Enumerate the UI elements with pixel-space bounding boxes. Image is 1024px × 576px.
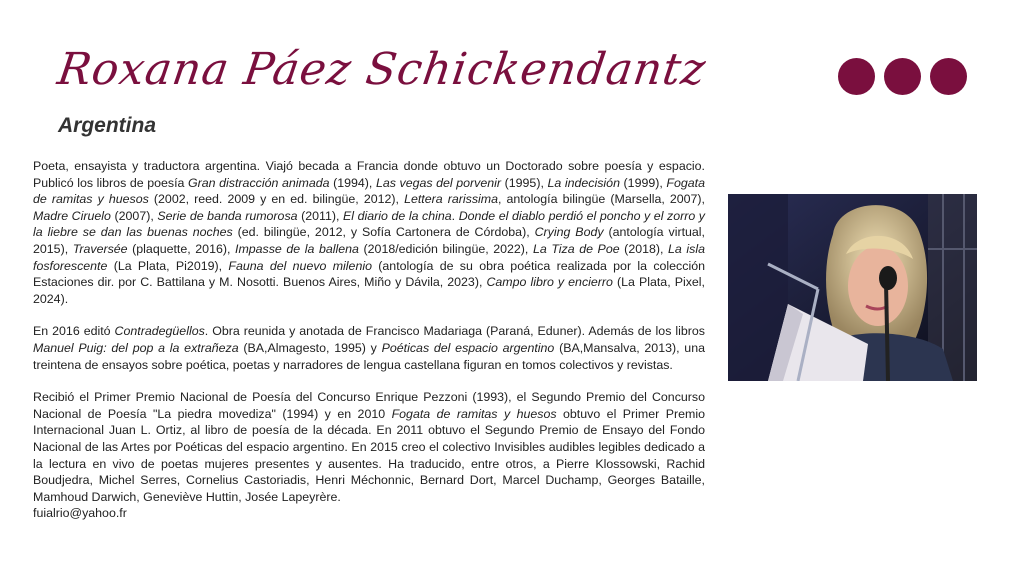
bio-text: (1995), bbox=[501, 175, 548, 190]
dot-icon bbox=[838, 58, 875, 95]
book-title: Manuel Puig: del pop a la extrañeza bbox=[33, 340, 239, 355]
poet-name-title: Roxana Páez Schickendantz bbox=[54, 44, 710, 95]
book-title: Fogata de ramitas y huesos bbox=[33, 175, 705, 207]
bio-paragraph-awards bbox=[33, 389, 705, 505]
book-title: Gran distracción animada bbox=[188, 175, 330, 190]
bio-text: (antología de su obra poética realizada por la colección Estaciones dir. por C. Battilana y M. Nosotti. Buenos Aires, Miño y Dávila, 2023), bbox=[33, 258, 705, 290]
bio-paragraph-works bbox=[33, 158, 705, 307]
book-title: Madre Ciruelo bbox=[33, 208, 111, 223]
book-title: Impasse de la ballena bbox=[235, 241, 359, 256]
book-title: Serie de banda rumorosa bbox=[157, 208, 298, 223]
bio-text: obtuvo el Primer Premio Internacional Juan L. Ortiz, al libro de poesía de la década. En 2011 obtuvo el Segundo Premio de Ensayo del Fondo Nacional de las Artes por Poéticas del espacio argentino. En 2015 creo el colectivo Invisibles audibles legibles dedicado a la lectura en vivo de poetas mujeres presentes y ausentes. Ha traducido, entre otros, a Pierre Klossowski, Rachid Boudjedra, Michel Serres, Cornelius Castoriadis, Henri Méchonnic, Bernard Dort, Marcel Duchamp, Georges Bataille, Mamhoud Darwich, Geneviève Huttin, Josée Lapeyrère. bbox=[33, 406, 705, 504]
bio-text: (plaquette, 2016), bbox=[127, 241, 235, 256]
bio-text: Poeta, ensayista y traductora argentina. Viajó becada a Francia donde obtuvo un Doctorado sobre poesía y espacio. Publicó los libros de poesía bbox=[33, 159, 705, 190]
bio-text: (La Plata, Pi2019), bbox=[107, 258, 229, 273]
dot-icon bbox=[930, 58, 967, 95]
book-title: La indecisión bbox=[547, 175, 620, 190]
bio-text: En 2016 editó bbox=[33, 324, 115, 339]
book-title: Fogata de ramitas y huesos bbox=[391, 406, 557, 421]
bio-text: (BA,Mansalva, 2013), una treintena de ensayos sobre poética, poetas y narradores de lengua castellana figuran en tomos colectivos y revistas. bbox=[33, 340, 705, 372]
bio-text: (2018/edición bilingüe, 2022), bbox=[358, 241, 533, 256]
book-title: La Tiza de Poe bbox=[532, 241, 620, 256]
bio-text: (1999), bbox=[619, 175, 667, 190]
bio-text: Recibió el Primer Premio Nacional de Poesía del Concurso Enrique Pezzoni (1993), el Segundo Premio del Concurso Nacional de Poesía "La piedra movediza" (1994) y en 2010 bbox=[33, 390, 705, 421]
bio-text: (BA,Almagesto, 1995) y bbox=[238, 340, 382, 355]
book-title: Contradegüellos bbox=[114, 324, 205, 339]
dot-icon bbox=[884, 58, 921, 95]
book-title: Fauna del nuevo milenio bbox=[228, 258, 372, 273]
bio-text: . bbox=[451, 208, 459, 223]
bio-paragraph-essays bbox=[33, 323, 705, 373]
book-title: Crying Body bbox=[534, 225, 604, 240]
bio-text: (2011), bbox=[297, 208, 344, 223]
bio-text: (2018), bbox=[619, 241, 669, 256]
book-title: Poéticas del espacio argentino bbox=[381, 340, 555, 355]
bio-text: (ed. bilingüe, 2012, y Sofía Cartonera de Córdoba), bbox=[232, 225, 535, 240]
biography bbox=[33, 158, 705, 522]
book-title: El diario de la china bbox=[343, 208, 452, 223]
portrait-photo bbox=[728, 194, 977, 381]
book-title: Donde el diablo perdió el poncho y el zorro y la liebre se dan las buenas noches bbox=[33, 208, 706, 240]
book-title: Las vegas del porvenir bbox=[375, 175, 502, 190]
bio-text: , antología bilingüe (Marsella, 2007), bbox=[497, 192, 705, 207]
bio-text: (La Plata, Pixel, 2024). bbox=[33, 275, 705, 306]
portrait-illustration bbox=[728, 194, 977, 381]
decorative-dots bbox=[838, 58, 967, 95]
book-title: Campo libro y encierro bbox=[486, 275, 613, 290]
bio-text: (antología virtual, 2015), bbox=[33, 225, 705, 256]
bio-text: (1994), bbox=[329, 175, 376, 190]
book-title: La isla fosforescente bbox=[33, 241, 705, 273]
contact-email: fuialrio@yahoo.fr bbox=[33, 506, 127, 521]
book-title: Traversée bbox=[72, 241, 128, 256]
bio-text: (2007), bbox=[110, 208, 158, 223]
country-subtitle: Argentina bbox=[58, 114, 157, 137]
bio-text: (2002, reed. 2009 y en ed. bilingüe, 2012), bbox=[148, 192, 405, 207]
book-title: Lettera rarissima bbox=[404, 192, 498, 207]
bio-text: . Obra reunida y anotada de Francisco Madariaga (Paraná, Eduner). Además de los libros bbox=[204, 324, 705, 339]
